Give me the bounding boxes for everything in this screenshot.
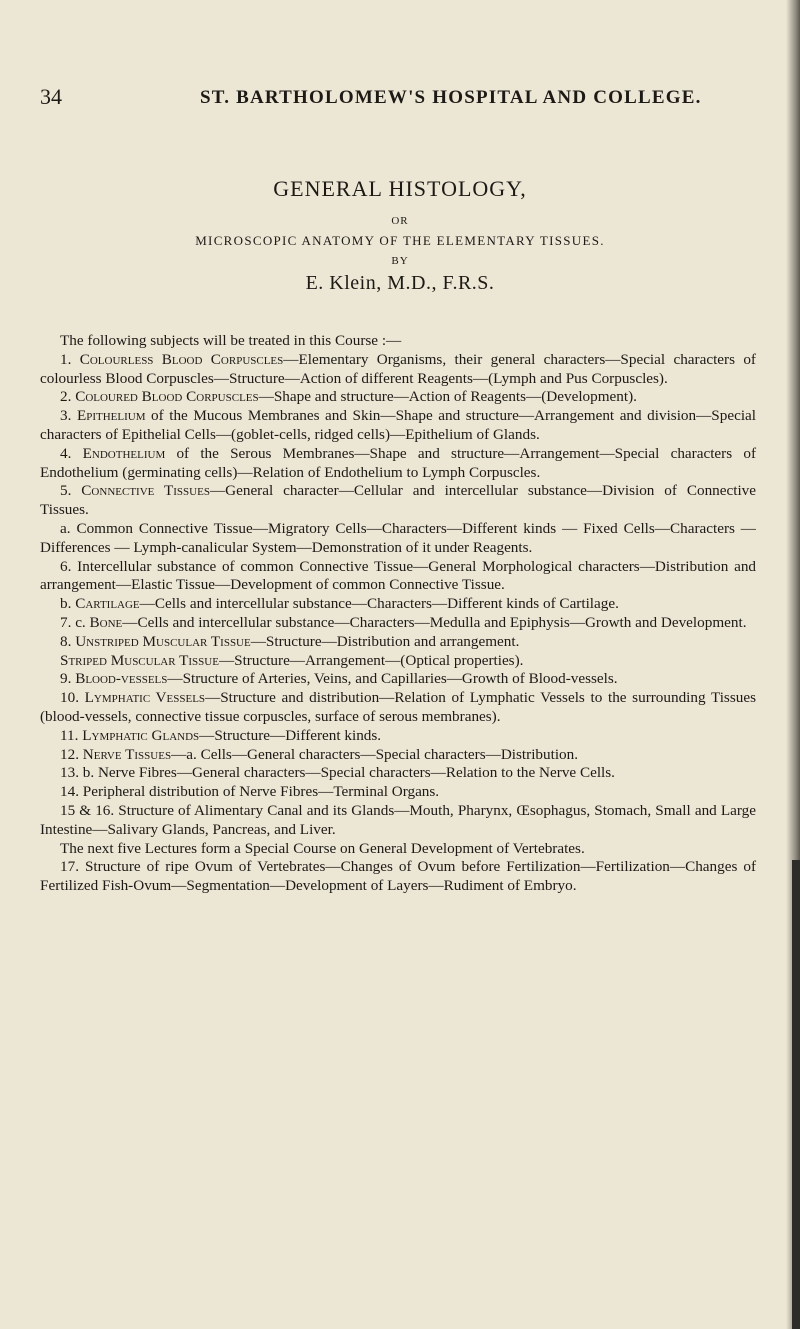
subject-item <box>40 727 756 746</box>
subject-item <box>40 407 756 445</box>
subject-item <box>40 445 756 483</box>
item-number: 5. <box>60 482 82 500</box>
title-by: BY <box>391 255 409 267</box>
item-number: a. <box>60 519 77 537</box>
item-text: Common Connective Tissue—Migratory Cells—Characters—Different kinds — Fixed Cells—Characters — Differences — Lymph-canalicular System—Demonstration of it under Reagents. <box>40 519 756 556</box>
item-text: —Structure—Distribution and arrangement. <box>250 632 520 650</box>
item-heading: Cartilage <box>75 595 140 613</box>
title-block <box>130 176 670 295</box>
item-text: b. Nerve Fibres—General characters—Special characters—Relation to the Nerve Cells. <box>82 764 615 782</box>
subject-item <box>40 482 756 520</box>
item-text: Structure of ripe Ovum of Vertebrates—Changes of Ovum before Fertilization—Fertilization—Changes of Fertilized Fish-Ovum—Segmentation—Development of Layers—Rudiment of Embryo. <box>40 858 757 895</box>
item-text: of the Serous Membranes—Shape and structure—Arrangement—Special characters of Endothelium (germinating cells)—Relation of Endothelium to Lymph Corpuscles. <box>40 444 757 481</box>
subject-item <box>40 614 756 633</box>
item-number: 12. <box>60 745 83 763</box>
subject-item <box>40 840 756 859</box>
item-number: 11. <box>60 726 83 744</box>
item-text: —Structure and distribution—Relation of Lymphatic Vessels to the surrounding Tissues (blood-vessels, connective tissue corpuscles, surface of serous membranes). <box>40 689 756 725</box>
item-number: 1. <box>60 350 80 368</box>
subject-item <box>40 858 756 896</box>
item-text: The next five Lectures form a Special Course on General Development of Vertebrates. <box>60 839 585 857</box>
course-title: GENERAL HISTOLOGY, <box>273 176 527 201</box>
item-text: —Structure of Arteries, Veins, and Capillaries—Growth of Blood-vessels. <box>167 670 618 688</box>
item-text: Intercellular substance of common Connective Tissue—General Morphological characters—Distribution and arrangement—Elastic Tissue—Development of common Connective Tissue. <box>40 557 757 594</box>
subject-item <box>40 633 756 652</box>
item-text: —Structure—Different kinds. <box>199 726 382 744</box>
subject-item <box>40 783 756 802</box>
item-number: 6. <box>60 557 78 575</box>
title-or: OR <box>391 215 409 227</box>
subject-item <box>40 652 756 671</box>
subject-list <box>40 351 756 896</box>
page-header <box>40 84 760 114</box>
course-subtitle: MICROSCOPIC ANATOMY OF THE ELEMENTARY TISSUES. <box>195 233 605 248</box>
author-name: E. Klein, M.D., F.R.S. <box>305 272 495 294</box>
item-text: —Shape and structure—Action of Reagents—(Development). <box>258 388 637 406</box>
intro-paragraph: The following subjects will be treated in this Course :— <box>60 332 402 349</box>
item-heading: Bone <box>89 613 123 631</box>
subject-item <box>40 689 756 727</box>
item-heading: Epithelium <box>76 407 146 425</box>
item-text: —a. Cells—General characters—Special characters—Distribution. <box>171 745 579 763</box>
item-number: 3. <box>60 407 77 425</box>
item-number: 8. <box>60 632 76 650</box>
subject-item <box>40 520 756 558</box>
course-subjects <box>40 332 756 896</box>
item-heading: Striped Muscular Tissue <box>60 651 219 669</box>
item-heading: Lymphatic Vessels <box>84 689 206 707</box>
item-text: —Cells and intercellular substance—Characters—Medulla and Epiphysis—Growth and Development. <box>122 613 747 631</box>
item-number: 13. <box>60 764 83 782</box>
item-heading: Colourless Blood Corpuscles <box>79 350 284 368</box>
item-number: b. <box>60 595 76 613</box>
page-edge-dark-strip <box>792 860 800 1329</box>
item-number: 10. <box>60 689 85 707</box>
subject-item <box>40 595 756 614</box>
item-text: of the Mucous Membranes and Skin—Shape and structure—Arrangement and division—Special characters of Epithelial Cells—(goblet-cells, ridged cells)—Epithelium of Glands. <box>40 407 756 443</box>
item-number: 15 & 16. <box>60 801 119 819</box>
page-number: 34 <box>40 84 62 109</box>
item-heading: Unstriped Muscular Tissue <box>75 632 251 650</box>
subject-item <box>40 670 756 689</box>
item-number: 9. <box>60 670 76 688</box>
item-heading: Connective Tissues <box>81 482 210 500</box>
running-head: ST. BARTHOLOMEW'S HOSPITAL AND COLLEGE. <box>200 87 702 108</box>
item-number: 2. <box>60 388 76 406</box>
item-text: Peripheral distribution of Nerve Fibres—Terminal Organs. <box>82 783 440 801</box>
item-text: —Cells and intercellular substance—Characters—Different kinds of Cartilage. <box>139 595 619 613</box>
subject-item <box>40 351 756 389</box>
item-number: 14. <box>60 783 83 801</box>
item-heading: Nerve Tissues <box>82 745 172 763</box>
item-heading: Endothelium <box>82 444 166 462</box>
subject-item <box>40 558 756 596</box>
subject-item <box>40 746 756 765</box>
item-heading: Lymphatic Glands <box>82 726 200 744</box>
subject-item <box>40 764 756 783</box>
item-text: —General character—Cellular and intercellular substance—Division of Connective Tissues. <box>40 482 757 519</box>
subject-item <box>40 802 756 840</box>
item-number: 4. <box>60 444 83 462</box>
item-number: 7. c. <box>60 613 90 631</box>
subject-item <box>40 388 756 407</box>
item-text: —Structure—Arrangement—(Optical properties). <box>218 651 524 669</box>
item-text: Structure of Alimentary Canal and its Glands—Mouth, Pharynx, Œsophagus, Stomach, Small and Large Intestine—Salivary Glands, Pancreas, and Liver. <box>40 801 756 838</box>
item-number: 17. <box>60 858 85 876</box>
item-text: —Elementary Organisms, their general characters—Special characters of colourless Blood Corpuscles—Structure—Action of different Reagents—(Lymph and Pus Corpuscles). <box>40 350 756 387</box>
item-heading: Coloured Blood Corpuscles <box>75 388 259 406</box>
item-heading: Blood-vessels <box>75 670 168 688</box>
